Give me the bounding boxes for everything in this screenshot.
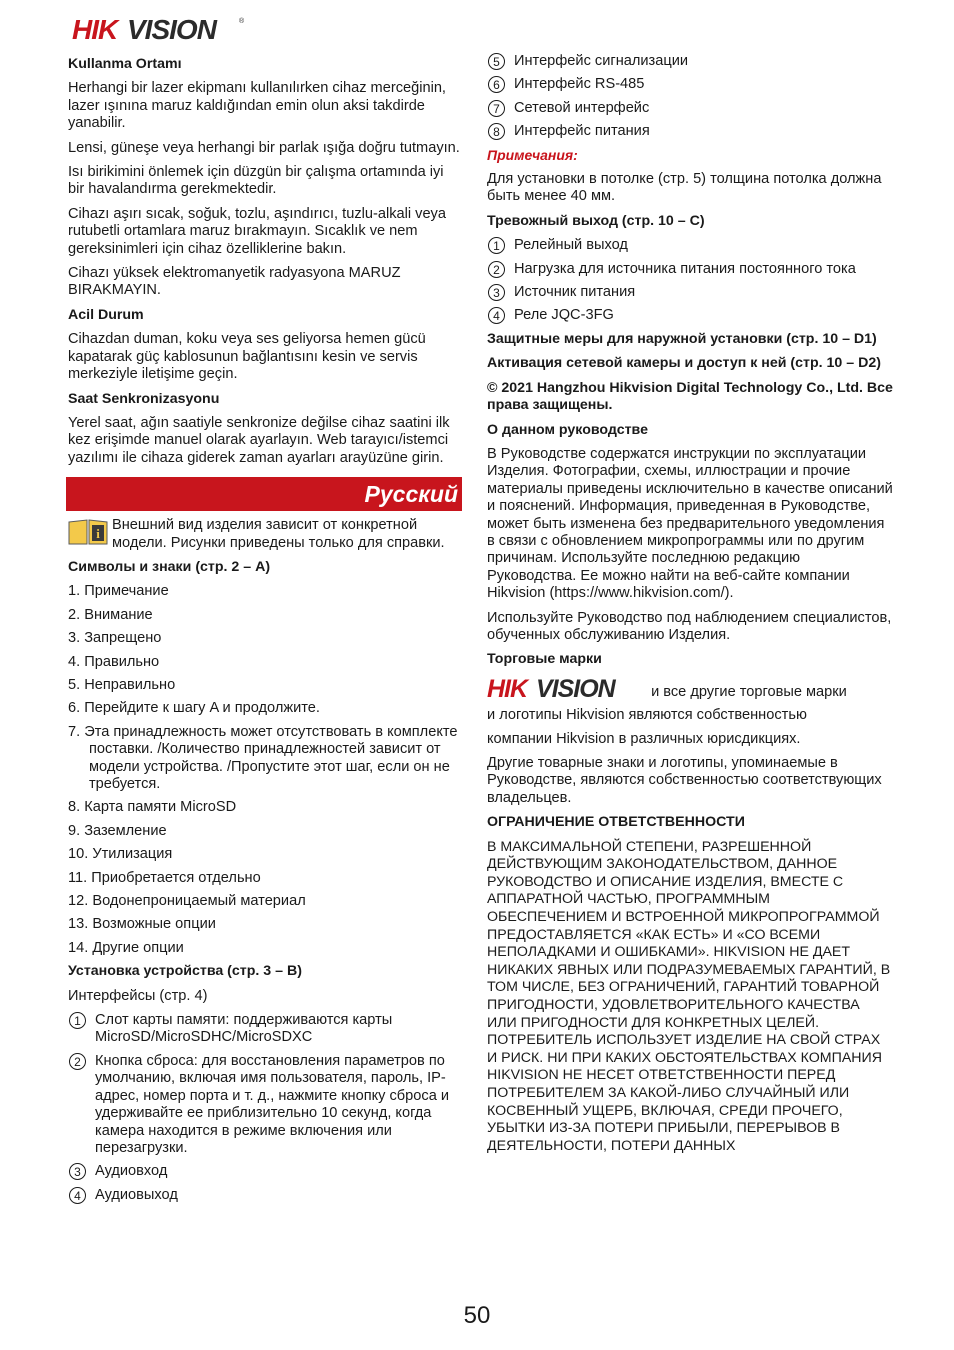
symbol-item: 5. Неправильно	[68, 676, 176, 693]
number-circle: 6	[488, 76, 505, 93]
usage-env-para: Isı birikimini önlemek için düzgün bir çalışma ortamında iyi bir havalandırma gerekmektedir.	[68, 164, 444, 198]
notes-title: Примечания:	[487, 146, 578, 163]
outdoor-title: Защитные меры для наружной установки (стр. 10 – D1)	[487, 330, 877, 347]
symbol-item: 2. Внимание	[68, 606, 153, 623]
symbols-title: Символы и знаки (стр. 2 – A)	[68, 558, 271, 575]
info-book-icon	[68, 519, 108, 545]
trademark-line	[487, 676, 893, 701]
interface-item	[68, 1163, 460, 1180]
number-circle: 1	[69, 1012, 86, 1029]
symbol-item: 10. Утилизация	[68, 846, 173, 863]
number-circle: 1	[488, 237, 505, 254]
usage-env-title: Kullanma Ortamı	[68, 56, 182, 72]
notice	[68, 517, 460, 552]
interface-text: Кнопка сброса: для восстановления параметров по умолчанию, включая имя пользователя, пароль, IP-адрес, номер порта и т. д., нажмите кнопку сброса и удерживайте ее приблизительно 10 секунд, когда камера находится в режиме включения или перезагрузки.	[95, 1052, 450, 1156]
alarm-text: Нагрузка для источника питания постоянного тока	[514, 260, 856, 277]
left-column	[68, 56, 460, 1210]
activation-title: Активация сетевой камеры и доступ к ней (стр. 10 – D2)	[487, 355, 881, 372]
trademark-text: компании Hikvision в различных юрисдикциях.	[487, 730, 801, 747]
notice-text: Внешний вид изделия зависит от конкретной модели. Рисунки приведены только для справки.	[112, 517, 445, 551]
number-circle: 3	[488, 284, 505, 301]
number-circle: 2	[488, 261, 505, 278]
usage-env-para: Cihazı yüksek elektromanyetik radyasyona MARUZ BIRAKMAYIN.	[68, 265, 401, 299]
trademark-other: Другие товарные знаки и логотипы, упоминаемые в Руководстве, являются собственностью соответствующих владельцев.	[487, 755, 882, 806]
interface-text: Слот карты памяти: поддерживаются карты MicroSD/MicroSDHC/MicroSDXC	[95, 1012, 393, 1046]
disclaimer-title: ОГРАНИЧЕНИЕ ОТВЕТСТВЕННОСТИ	[487, 814, 745, 831]
about-text: Используйте Руководство под наблюдением специалистов, обученных обслуживанию Изделия.	[487, 609, 892, 643]
number-circle: 4	[488, 307, 505, 324]
emergency-text: Cihazdan duman, koku veya ses geliyorsa hemen gücü kapatarak güç kablosunun bağlantısını kesin ve servis merkeziyle iletişime geçin.	[68, 331, 426, 383]
symbol-item: 14. Другие опции	[68, 939, 184, 956]
number-circle: 5	[488, 53, 505, 70]
svg-text:HIK: HIK	[72, 14, 118, 44]
symbol-item: 12. Водонепроницаемый материал	[68, 893, 306, 910]
disclaimer-text: В МАКСИМАЛЬНОЙ СТЕПЕНИ, РАЗРЕШЕННОЙ ДЕЙСТВУЮЩИМ ЗАКОНОДАТЕЛЬСТВОМ, ДАННОЕ РУКОВОДСТВО И ОПИСАНИЕ ИЗДЕЛИЯ, ВМЕСТЕ С АППАРАТНОЙ ЧАСТЬЮ, ПРОГРАММНЫМ ОБЕСПЕЧЕНИЕМ И ВСТРОЕННОЙ МИКРОПРОГРАММОЙ ПРЕДОСТАВЛЯЕТСЯ «КАК ЕСТЬ» И «СО ВСЕМИ НЕПОЛАДКАМИ И ОШИБКАМИ». HIKVISION НЕ ДАЕТ НИКАКИХ ЯВНЫХ ИЛИ ПОДРАЗУМЕВАЕМЫХ ГАРАНТИЙ, В ТОМ ЧИСЛЕ, БЕЗ ОГРАНИЧЕНИЙ, ГАРАНТИЙ ТОВАРНОЙ ПРИГОДНОСТИ, УДОВЛЕТВОРИТЕЛЬНОГО КАЧЕСТВА ИЛИ ПРИГОДНОСТИ ДЛЯ КОНКРЕТНЫХ ЦЕЛЕЙ. ПОТРЕБИТЕЛЬ ИСПОЛЬЗУЕТ ИЗДЕЛИЕ НА СВОЙ СТРАХ И РИСК. НИ ПРИ КАКИХ ОБСТОЯТЕЛЬСТВАХ КОМПАНИЯ HIKVISION НЕ НЕСЕТ ОТВЕТСТВЕННОСТИ ПЕРЕД ПОТРЕБИТЕЛЕМ ЗА КАКОЙ-ЛИБО СЛУЧАЙНЫЙ ИЛИ КОСВЕННЫЙ УЩЕРБ, ВКЛЮЧАЯ, СРЕДИ ПРОЧЕГО, УБЫТКИ ИЗ-ЗА ПОТЕРИ ПРИБЫЛИ, ПЕРЕРЫВОВ В ДЕЯТЕЛЬНОСТИ, ПОТЕРИ ДАННЫХ	[487, 838, 891, 1154]
symbol-item: 8. Карта памяти MicroSD	[68, 799, 237, 816]
symbol-item: 4. Правильно	[68, 653, 160, 670]
interfaces-caption: Интерфейсы (стр. 4)	[68, 987, 208, 1004]
svg-text:VISION: VISION	[536, 675, 615, 700]
usage-env-para: Cihazı aşırı sıcak, soğuk, tozlu, aşındırıcı, tuzlu-alkali veya rutubetli ortamlara maruz bırakmayın. Sıcaklık ve nem gereksinimleri için cihaz özelliklerine bakın.	[68, 205, 446, 257]
interface-item	[68, 1053, 460, 1157]
alarm-text: Источник питания	[514, 284, 636, 301]
time-sync-title: Saat Senkronizasyonu	[68, 390, 220, 407]
hikvision-logo	[72, 14, 247, 44]
language-banner: Русский	[66, 477, 462, 511]
symbol-item: 13. Возможные опции	[68, 916, 216, 933]
interface-item	[487, 123, 893, 140]
svg-text:HIK: HIK	[487, 675, 528, 700]
svg-text:VISION: VISION	[127, 14, 216, 44]
trademark-text: и все другие торговые марки	[651, 683, 847, 700]
symbol-item: 9. Заземление	[68, 822, 167, 839]
interface-item	[487, 76, 893, 93]
symbol-item: 1. Примечание	[68, 583, 169, 600]
number-circle: 3	[69, 1163, 86, 1180]
symbol-item: 7. Эта принадлежность может отсутствовать в комплекте поставки. /Количество принадлежностей зависит от модели устройства. /Пропустите этот шаг, если он не требуется.	[68, 723, 458, 792]
interface-item	[487, 100, 893, 117]
emergency-title: Acil Durum	[68, 306, 144, 323]
interface-text: Интерфейс питания	[514, 123, 650, 140]
alarm-item	[487, 237, 893, 254]
alarm-item	[487, 261, 893, 278]
copyright-title: © 2021 Hangzhou Hikvision Digital Technology Co., Ltd. Все права защищены.	[487, 379, 893, 414]
number-circle: 8	[488, 123, 505, 140]
about-title: О данном руководстве	[487, 421, 648, 438]
number-circle: 4	[69, 1187, 86, 1204]
time-sync-text: Yerel saat, ağın saatiyle senkronize değilse cihaz saatini ilk kez erişimde manuel olarak ayarlayın. Web tarayıcı/istemci yazılımı ile cihaza giderek zaman ayarları arayüzüne girin.	[68, 414, 450, 466]
alarm-text: Релейный выход	[514, 237, 628, 254]
interface-text: Интерфейс сигнализации	[514, 53, 689, 69]
symbol-item: 11. Приобретается отдельно	[68, 869, 261, 886]
usage-env-para: Herhangi bir lazer ekipmanı kullanılırken cihaz merceğinin, lazer ışınına maruz kaldığından emin olun aksi takdirde yanabilir.	[68, 80, 446, 132]
about-text: В Руководстве содержатся инструкции по эксплуатации Изделия. Фотографии, схемы, иллюстрации и прочие материалы приведены исключительно в качестве описаний и пояснений. Информация, приведенная в Руководстве, может быть изменена без предварительного уведомления в связи с обновлением микропрограммы или по другим причинам. Используйте последнюю редакцию Руководства. Ее можно найти на веб-сайте компании Hikvision (https://www.hikvision.com/).	[487, 445, 893, 602]
alarm-item	[487, 284, 893, 301]
symbol-item: 6. Перейдите к шагу A и продолжите.	[68, 700, 320, 717]
alarm-text: Реле JQC-3FG	[514, 307, 614, 324]
symbol-item: 3. Запрещено	[68, 630, 162, 647]
notes-text: Для установки в потолке (стр. 5) толщина потолка должна быть менее 40 мм.	[487, 171, 882, 205]
number-circle: 2	[69, 1053, 86, 1070]
interface-item	[487, 53, 893, 70]
svg-text:i: i	[96, 526, 100, 542]
trademark-text: и логотипы Hikvision являются собственностью	[487, 707, 807, 724]
alarm-item	[487, 307, 893, 324]
install-title: Установка устройства (стр. 3 – B)	[68, 963, 302, 980]
page-number: 50	[463, 1302, 491, 1329]
interface-text: Аудиовыход	[95, 1186, 178, 1203]
interface-text: Сетевой интерфейс	[514, 99, 650, 116]
interface-text: Аудиовход	[95, 1163, 168, 1180]
right-column	[487, 53, 893, 1162]
trademarks-title: Торговые марки	[487, 651, 602, 668]
interface-item	[68, 1187, 460, 1204]
usage-env-para: Lensi, güneşe veya herhangi bir parlak ışığa doğru tutmayın.	[68, 139, 460, 156]
hikvision-trademark-logo	[487, 676, 647, 700]
alarm-title: Тревожный выход (стр. 10 – C)	[487, 212, 705, 229]
number-circle: 7	[488, 100, 505, 117]
interface-text: Интерфейс RS-485	[514, 76, 645, 93]
svg-text:®: ®	[239, 18, 245, 25]
interface-item	[68, 1012, 460, 1047]
